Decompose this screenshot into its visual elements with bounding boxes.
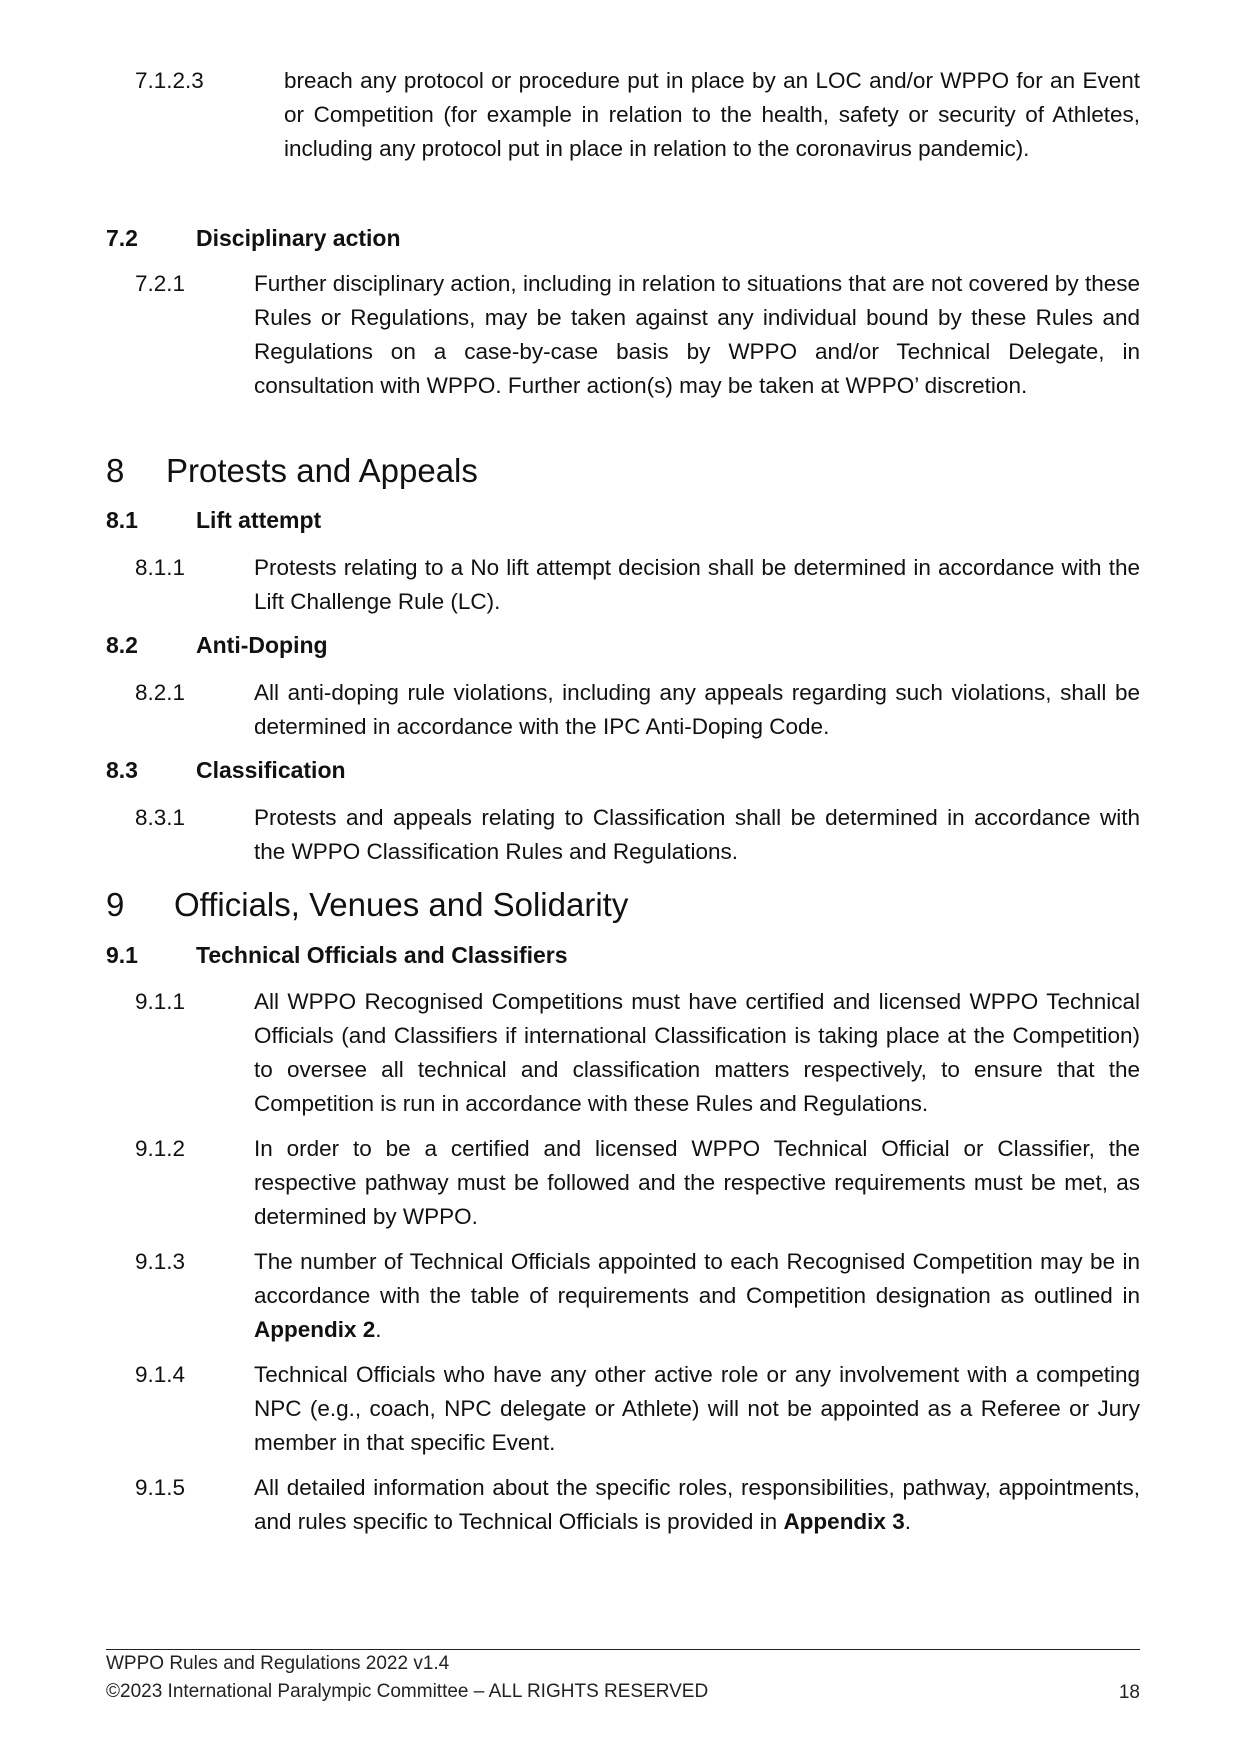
footer-divider <box>106 1649 1140 1650</box>
clause-number: 9.1.2 <box>135 1136 186 1161</box>
clause-text: All WPPO Recognised Competitions must have certified and licensed WPPO Technical Officials (and Classifiers if international Classification is taking place at the Competition) to oversee all technical and classification matters respectively, to ensure that the Competition is run in accordance with these Rules and Regulations. <box>254 989 1140 1116</box>
clause-number: 9.1.1 <box>135 989 186 1014</box>
subsection-number: 8.1 <box>106 507 138 533</box>
clause-9-1-4 <box>0 1358 1241 1462</box>
clause-text: Protests and appeals relating to Classification shall be determined in accordance with the WPPO Classification Rules and Regulations. <box>254 805 1140 864</box>
subsection-title: Anti-Doping <box>196 632 328 658</box>
clause-number: 8.2.1 <box>135 680 186 705</box>
subsection-heading-8-1 <box>106 505 321 535</box>
clause-8-1-1 <box>0 551 1241 621</box>
clause-text-part: All detailed information about the specific roles, responsibilities, pathway, appointments, and rules specific to Technical Officials is provided in <box>254 1475 1140 1534</box>
clause-text: Protests relating to a No lift attempt decision shall be determined in accordance with the Lift Challenge Rule (LC). <box>254 555 1140 614</box>
clause-text: breach any protocol or procedure put in place by an LOC and/or WPPO for an Event or Competition (for example in relation to the health, safety or security of Athletes, including any protocol put in place in relation to the coronavirus pandemic). <box>284 68 1140 161</box>
footer-doc-title: WPPO Rules and Regulations 2022 v1.4 <box>106 1653 450 1674</box>
clause-text-end: . <box>904 1509 911 1534</box>
clause-9-1-2 <box>0 1132 1241 1236</box>
subsection-title: Classification <box>196 757 346 783</box>
subsection-number: 8.3 <box>106 757 138 783</box>
subsection-title: Lift attempt <box>196 507 322 533</box>
clause-number: 9.1.5 <box>135 1475 186 1500</box>
section-number: 8 <box>106 452 125 489</box>
clause-text <box>254 1471 1140 1539</box>
subsection-heading-7-2 <box>106 223 401 253</box>
clause-number: 9.1.4 <box>135 1362 186 1387</box>
footer-copyright: ©2023 International Paralympic Committee – ALL RIGHTS RESERVED <box>106 1681 709 1702</box>
clause-number: 8.1.1 <box>135 555 186 580</box>
clause-text-part: The number of Technical Officials appointed to each Recognised Competition may be in accordance with the table of requirements and Competition designation as outlined in <box>254 1249 1140 1308</box>
section-title: Officials, Venues and Solidarity <box>174 886 629 923</box>
clause-text: Technical Officials who have any other active role or any involvement with a competing NPC (e.g., coach, NPC delegate or Athlete) will not be appointed as a Referee or Jury member in that specific Event. <box>254 1362 1140 1455</box>
clause-text <box>254 1245 1140 1347</box>
subsection-title: Technical Officials and Classifiers <box>196 942 568 968</box>
clause-text: In order to be a certified and licensed WPPO Technical Official or Classifier, the respective pathway must be followed and the respective requirements must be met, as determined by WPPO. <box>254 1136 1140 1229</box>
clause-9-1-1 <box>0 985 1241 1123</box>
appendix-3-reference: Appendix 3 <box>783 1509 905 1534</box>
subsection-heading-9-1 <box>106 940 568 970</box>
section-heading-9 <box>106 885 628 925</box>
section-heading-8 <box>106 451 478 491</box>
clause-9-1-3 <box>0 1245 1241 1349</box>
clause-9-1-5 <box>0 1471 1241 1541</box>
clause-7-1-2-3 <box>0 64 1241 204</box>
page-number: 18 <box>1118 1682 1140 1703</box>
clause-number: 7.1.2.3 <box>135 68 204 93</box>
clause-8-3-1 <box>0 801 1241 871</box>
section-title: Protests and Appeals <box>166 452 478 489</box>
clause-number: 8.3.1 <box>135 805 186 830</box>
section-number: 9 <box>106 886 125 923</box>
subsection-number: 7.2 <box>106 225 138 251</box>
subsection-number: 9.1 <box>106 942 138 968</box>
clause-number: 9.1.3 <box>135 1249 186 1274</box>
subsection-heading-8-3 <box>106 755 346 785</box>
clause-text: All anti-doping rule violations, including any appeals regarding such violations, shall be determined in accordance with the IPC Anti-Doping Code. <box>254 680 1140 739</box>
appendix-2-reference: Appendix 2 <box>254 1317 376 1342</box>
clause-text-end: . <box>375 1317 382 1342</box>
subsection-number: 8.2 <box>106 632 138 658</box>
subsection-heading-8-2 <box>106 630 328 660</box>
clause-7-2-1 <box>0 267 1241 439</box>
clause-8-2-1 <box>0 676 1241 746</box>
clause-text: Further disciplinary action, including in relation to situations that are not covered by these Rules or Regulations, may be taken against any individual bound by these Rules and Regulations on a case-by-case basis by WPPO and/or Technical Delegate, in consultation with WPPO. Further action(s) may be taken at WPPO’ discretion. <box>254 271 1140 398</box>
clause-number: 7.2.1 <box>135 271 186 296</box>
subsection-title: Disciplinary action <box>196 225 401 251</box>
